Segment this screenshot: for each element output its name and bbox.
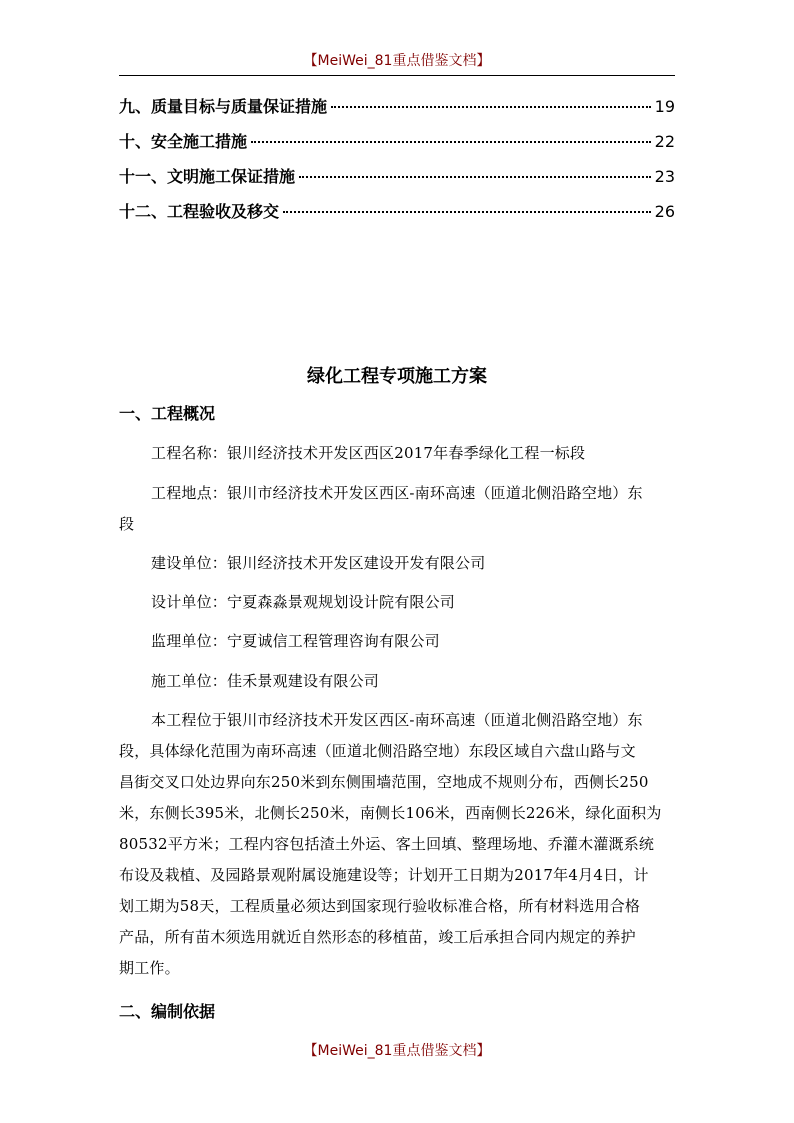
toc-leader-dots — [251, 141, 651, 143]
section-heading-basis: 二、编制依据 — [119, 1002, 216, 1021]
header-rule — [119, 75, 675, 76]
description-line: 划工期为58天，工程质量必须达到国家现行验收标准合格，所有材料选用合格 — [119, 897, 641, 915]
description-line: 布设及栽植、及园路景观附属设施建设等；计划开工日期为2017年4月4日，计 — [119, 866, 649, 884]
page-footer: 【MeiWei_81重点借鉴文档】 — [303, 1043, 491, 1059]
toc-entry-title: 十二、工程验收及移交 — [119, 202, 280, 221]
description-line: 昌街交叉口处边界向东250米到东侧围墙范围，空地成不规则分布，西侧长250 — [119, 773, 649, 791]
toc-entry[interactable] — [119, 129, 675, 164]
description-line: 米，东侧长395米，北侧长250米，南侧长106米，西南侧长226米，绿化面积为 — [119, 804, 662, 822]
toc-leader-dots — [331, 106, 651, 108]
design-unit: 设计单位：宁夏森淼景观规划设计院有限公司 — [151, 593, 456, 611]
toc-entry-title: 九、质量目标与质量保证措施 — [119, 97, 328, 116]
toc-entry-title: 十一、文明施工保证措施 — [119, 167, 296, 186]
toc-entry[interactable] — [119, 94, 675, 129]
toc-entry-page: 22 — [654, 132, 675, 151]
description-line: 期工作。 — [119, 959, 180, 977]
construction-unit: 施工单位：佳禾景观建设有限公司 — [151, 672, 380, 690]
section-heading-overview: 一、工程概况 — [119, 404, 216, 423]
toc-leader-dots — [283, 211, 651, 213]
toc-entry-page: 19 — [654, 97, 675, 116]
supervision-unit: 监理单位：宁夏诚信工程管理咨询有限公司 — [151, 632, 440, 650]
toc-entry-page: 23 — [654, 167, 675, 186]
builder-unit: 建设单位：银川经济技术开发区建设开发有限公司 — [151, 554, 486, 572]
toc-entry-title: 十、安全施工措施 — [119, 132, 248, 151]
description-line: 产品，所有苗木须选用就近自然形态的移植苗，竣工后承担合同内规定的养护 — [119, 928, 636, 946]
toc-leader-dots — [299, 176, 651, 178]
toc-entry[interactable] — [119, 199, 675, 234]
document-title: 绿化工程专项施工方案 — [307, 366, 487, 387]
toc-entry[interactable] — [119, 164, 675, 199]
project-location: 工程地点：银川市经济技术开发区西区-南环高速（匝道北侧沿路空地）东 — [151, 484, 643, 502]
project-location-cont: 段 — [119, 515, 135, 533]
description-line: 本工程位于银川市经济技术开发区西区-南环高速（匝道北侧沿路空地）东 — [151, 711, 643, 729]
description-line: 段，具体绿化范围为南环高速（匝道北侧沿路空地）东段区域自六盘山路与文 — [119, 742, 636, 760]
page-header: 【MeiWei_81重点借鉴文档】 — [303, 53, 491, 69]
toc-entry-page: 26 — [654, 202, 675, 221]
description-line: 80532平方米；工程内容包括渣土外运、客土回填、整理场地、乔灌木灌溉系统 — [119, 835, 655, 853]
table-of-contents — [119, 94, 675, 234]
project-name: 工程名称：银川经济技术开发区西区2017年春季绿化工程一标段 — [151, 444, 586, 462]
